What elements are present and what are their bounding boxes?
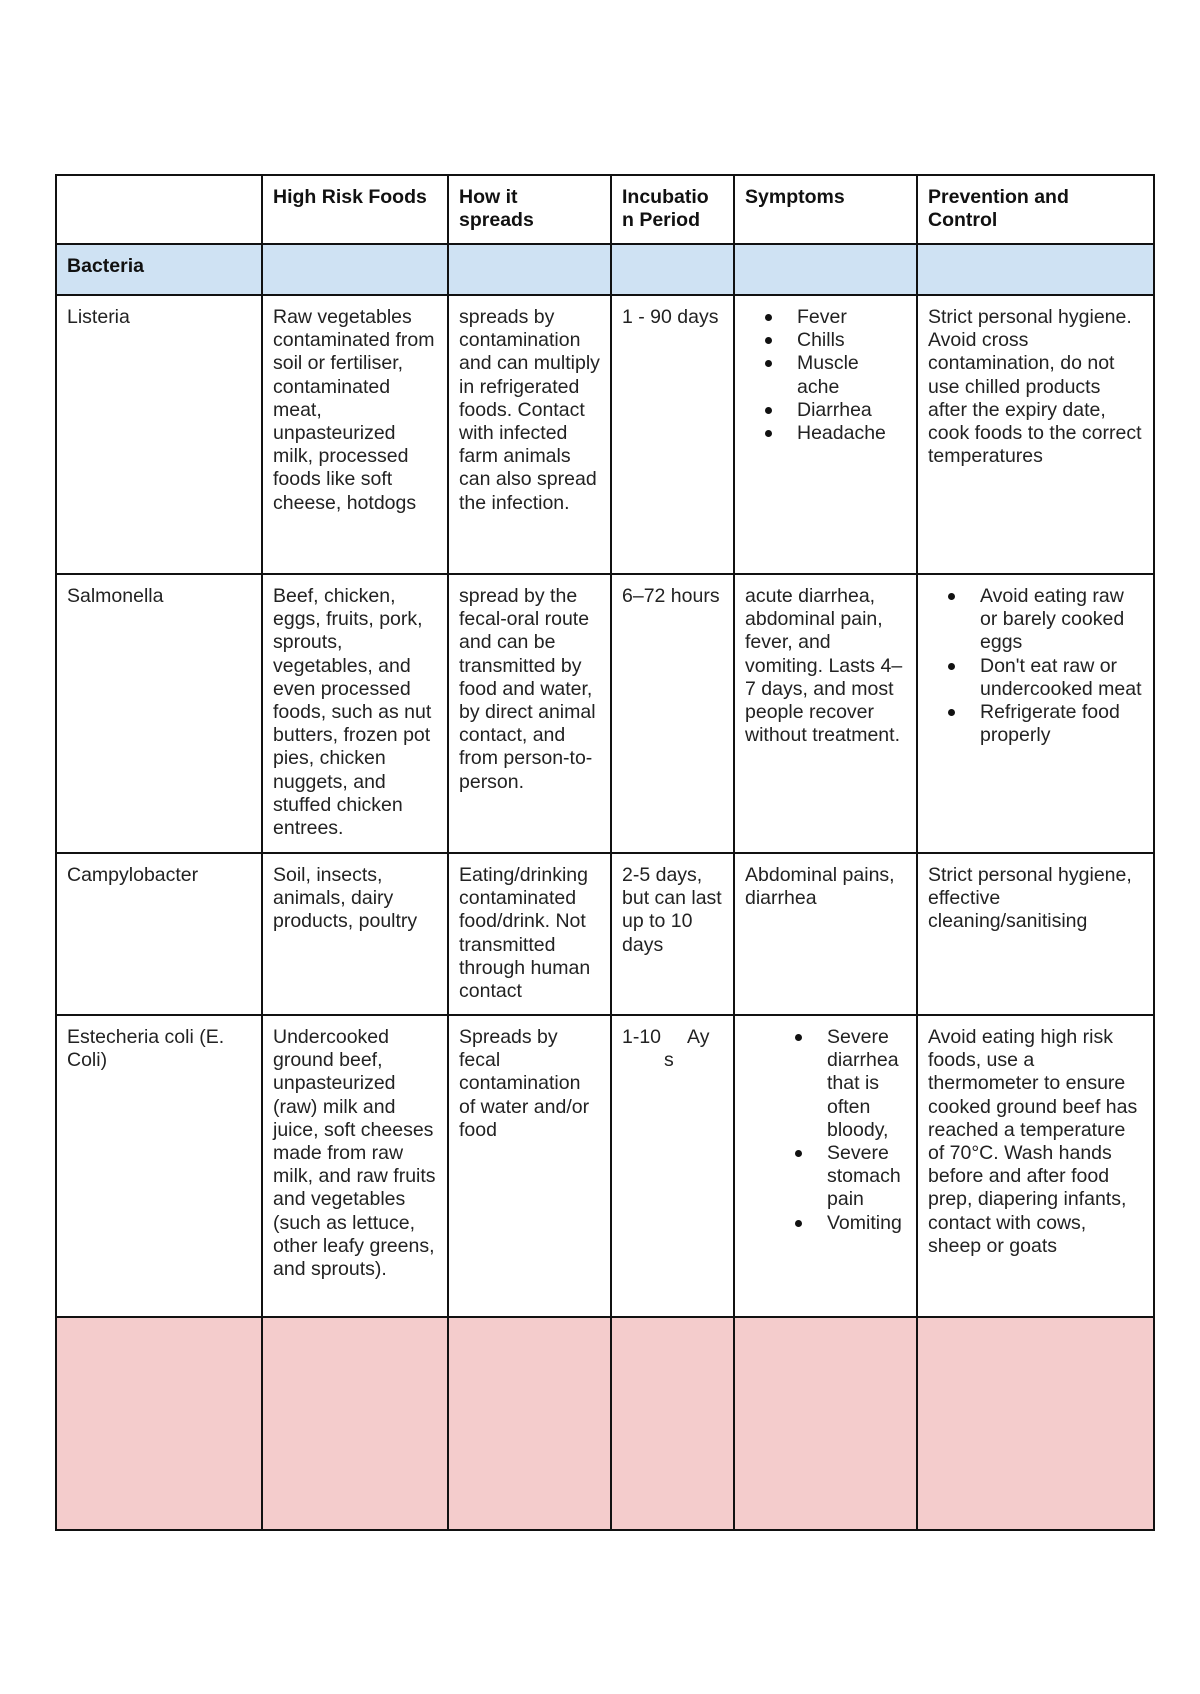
header-incubation-line-1: Incubatio [622, 186, 709, 208]
header-incubation-period [611, 175, 734, 244]
incubation-sub-text: s [664, 1049, 674, 1072]
table-row-ecoli [56, 1015, 1154, 1317]
table-row-listeria [56, 295, 1154, 574]
header-empty-cell [56, 175, 262, 244]
section-empty-cell [734, 244, 917, 295]
high-risk-foods-cell: Undercooked ground beef, unpasteurized (raw) milk and juice, soft cheeses made from raw milk, and raw fruits and vegetables (such as lettuce, other leafy greens, and sprouts). [262, 1015, 448, 1317]
incubation-cell: 1 - 90 days [611, 295, 734, 574]
symptoms-list [745, 1026, 906, 1235]
section-empty-cell [917, 244, 1154, 295]
header-incubation-line-2: n Period [622, 209, 701, 232]
symptoms-list [745, 306, 906, 445]
list-item: Headache [797, 422, 906, 445]
prevention-cell [917, 574, 1154, 853]
pathogen-name: Listeria [56, 295, 262, 574]
header-high-risk-foods: High Risk Foods [262, 175, 448, 244]
incubation-cell: 2-5 days, but can last up to 10 days [611, 853, 734, 1015]
empty-cell [611, 1317, 734, 1530]
how-it-spreads-cell: Eating/drinking contaminated food/drink. Not transmitted through human contact [448, 853, 611, 1015]
header-prevention-line-1: Prevention and [928, 186, 1069, 208]
section-label: Bacteria [56, 244, 262, 295]
incubation-main-text: 1-10 Ay [622, 1026, 710, 1048]
list-item: Avoid eating raw or barely cooked eggs [980, 585, 1143, 655]
prevention-cell: Strict personal hygiene, effective cleaning/sanitising [917, 853, 1154, 1015]
prevention-cell: Strict personal hygiene. Avoid cross contamination, do not use chilled products after the expiry date, cook foods to the correct temperatures [917, 295, 1154, 574]
pathogen-name: Campylobacter [56, 853, 262, 1015]
empty-cell [917, 1317, 1154, 1530]
pathogen-name: Salmonella [56, 574, 262, 853]
empty-cell [734, 1317, 917, 1530]
high-risk-foods-cell: Raw vegetables contaminated from soil or fertiliser, contaminated meat, unpasteurized milk, processed foods like soft cheese, hotdogs [262, 295, 448, 574]
list-item: Fever [797, 306, 906, 329]
header-how-line-2: spreads [459, 209, 534, 232]
empty-cell [448, 1317, 611, 1530]
pathogen-name: Estecheria coli (E. Coli) [56, 1015, 262, 1317]
empty-cell [262, 1317, 448, 1530]
table-row-campylobacter [56, 853, 1154, 1015]
high-risk-foods-cell: Beef, chicken, eggs, fruits, pork, sprouts, vegetables, and even processed foods, such as nut butters, frozen pot pies, chicken nuggets, and stuffed chicken entrees. [262, 574, 448, 853]
list-item: Severe diarrhea that is often bloody, [827, 1026, 906, 1142]
header-prevention-and-control [917, 175, 1154, 244]
symptoms-cell [734, 295, 917, 574]
header-how-line-1: How it [459, 186, 518, 208]
section-empty-cell [262, 244, 448, 295]
section-empty-cell [611, 244, 734, 295]
list-item: Chills [797, 329, 906, 352]
list-item: Refrigerate food properly [980, 701, 1143, 747]
table-row-empty [56, 1317, 1154, 1530]
prevention-cell: Avoid eating high risk foods, use a thermometer to ensure cooked ground beef has reached a temperature of 70°C. Wash hands before and after food prep, diapering infants, contact with cows, sheep or goats [917, 1015, 1154, 1317]
how-it-spreads-cell: spread by the fecal-oral route and can be transmitted by food and water, by direct animal contact, and from person-to-person. [448, 574, 611, 853]
prevention-list [928, 585, 1143, 747]
list-item: Don't eat raw or undercooked meat [980, 654, 1142, 700]
symptoms-cell [734, 1015, 917, 1317]
header-row [56, 175, 1154, 244]
list-item: Muscle ache [797, 352, 906, 398]
header-how-it-spreads [448, 175, 611, 244]
high-risk-foods-cell: Soil, insects, animals, dairy products, poultry [262, 853, 448, 1015]
symptoms-cell: Abdominal pains, diarrhea [734, 853, 917, 1015]
how-it-spreads-cell: spreads by contamination and can multiply in refrigerated foods. Contact with infected farm animals can also spread the infection. [448, 295, 611, 574]
list-item: Vomiting [827, 1212, 906, 1235]
table-row-salmonella [56, 574, 1154, 853]
list-item: Diarrhea [797, 399, 906, 422]
incubation-cell: 6–72 hours [611, 574, 734, 853]
empty-cell [56, 1317, 262, 1530]
list-item: Severe stomach pain [827, 1142, 906, 1212]
section-row-bacteria [56, 244, 1154, 295]
how-it-spreads-cell: Spreads by fecal contamination of water and/or food [448, 1015, 611, 1317]
pathogen-table [55, 174, 1155, 1531]
symptoms-cell: acute diarrhea, abdominal pain, fever, and vomiting. Lasts 4–7 days, and most people recover without treatment. [734, 574, 917, 853]
header-symptoms: Symptoms [734, 175, 917, 244]
section-empty-cell [448, 244, 611, 295]
incubation-cell [611, 1015, 734, 1317]
header-prevention-line-2: Control [928, 209, 998, 232]
